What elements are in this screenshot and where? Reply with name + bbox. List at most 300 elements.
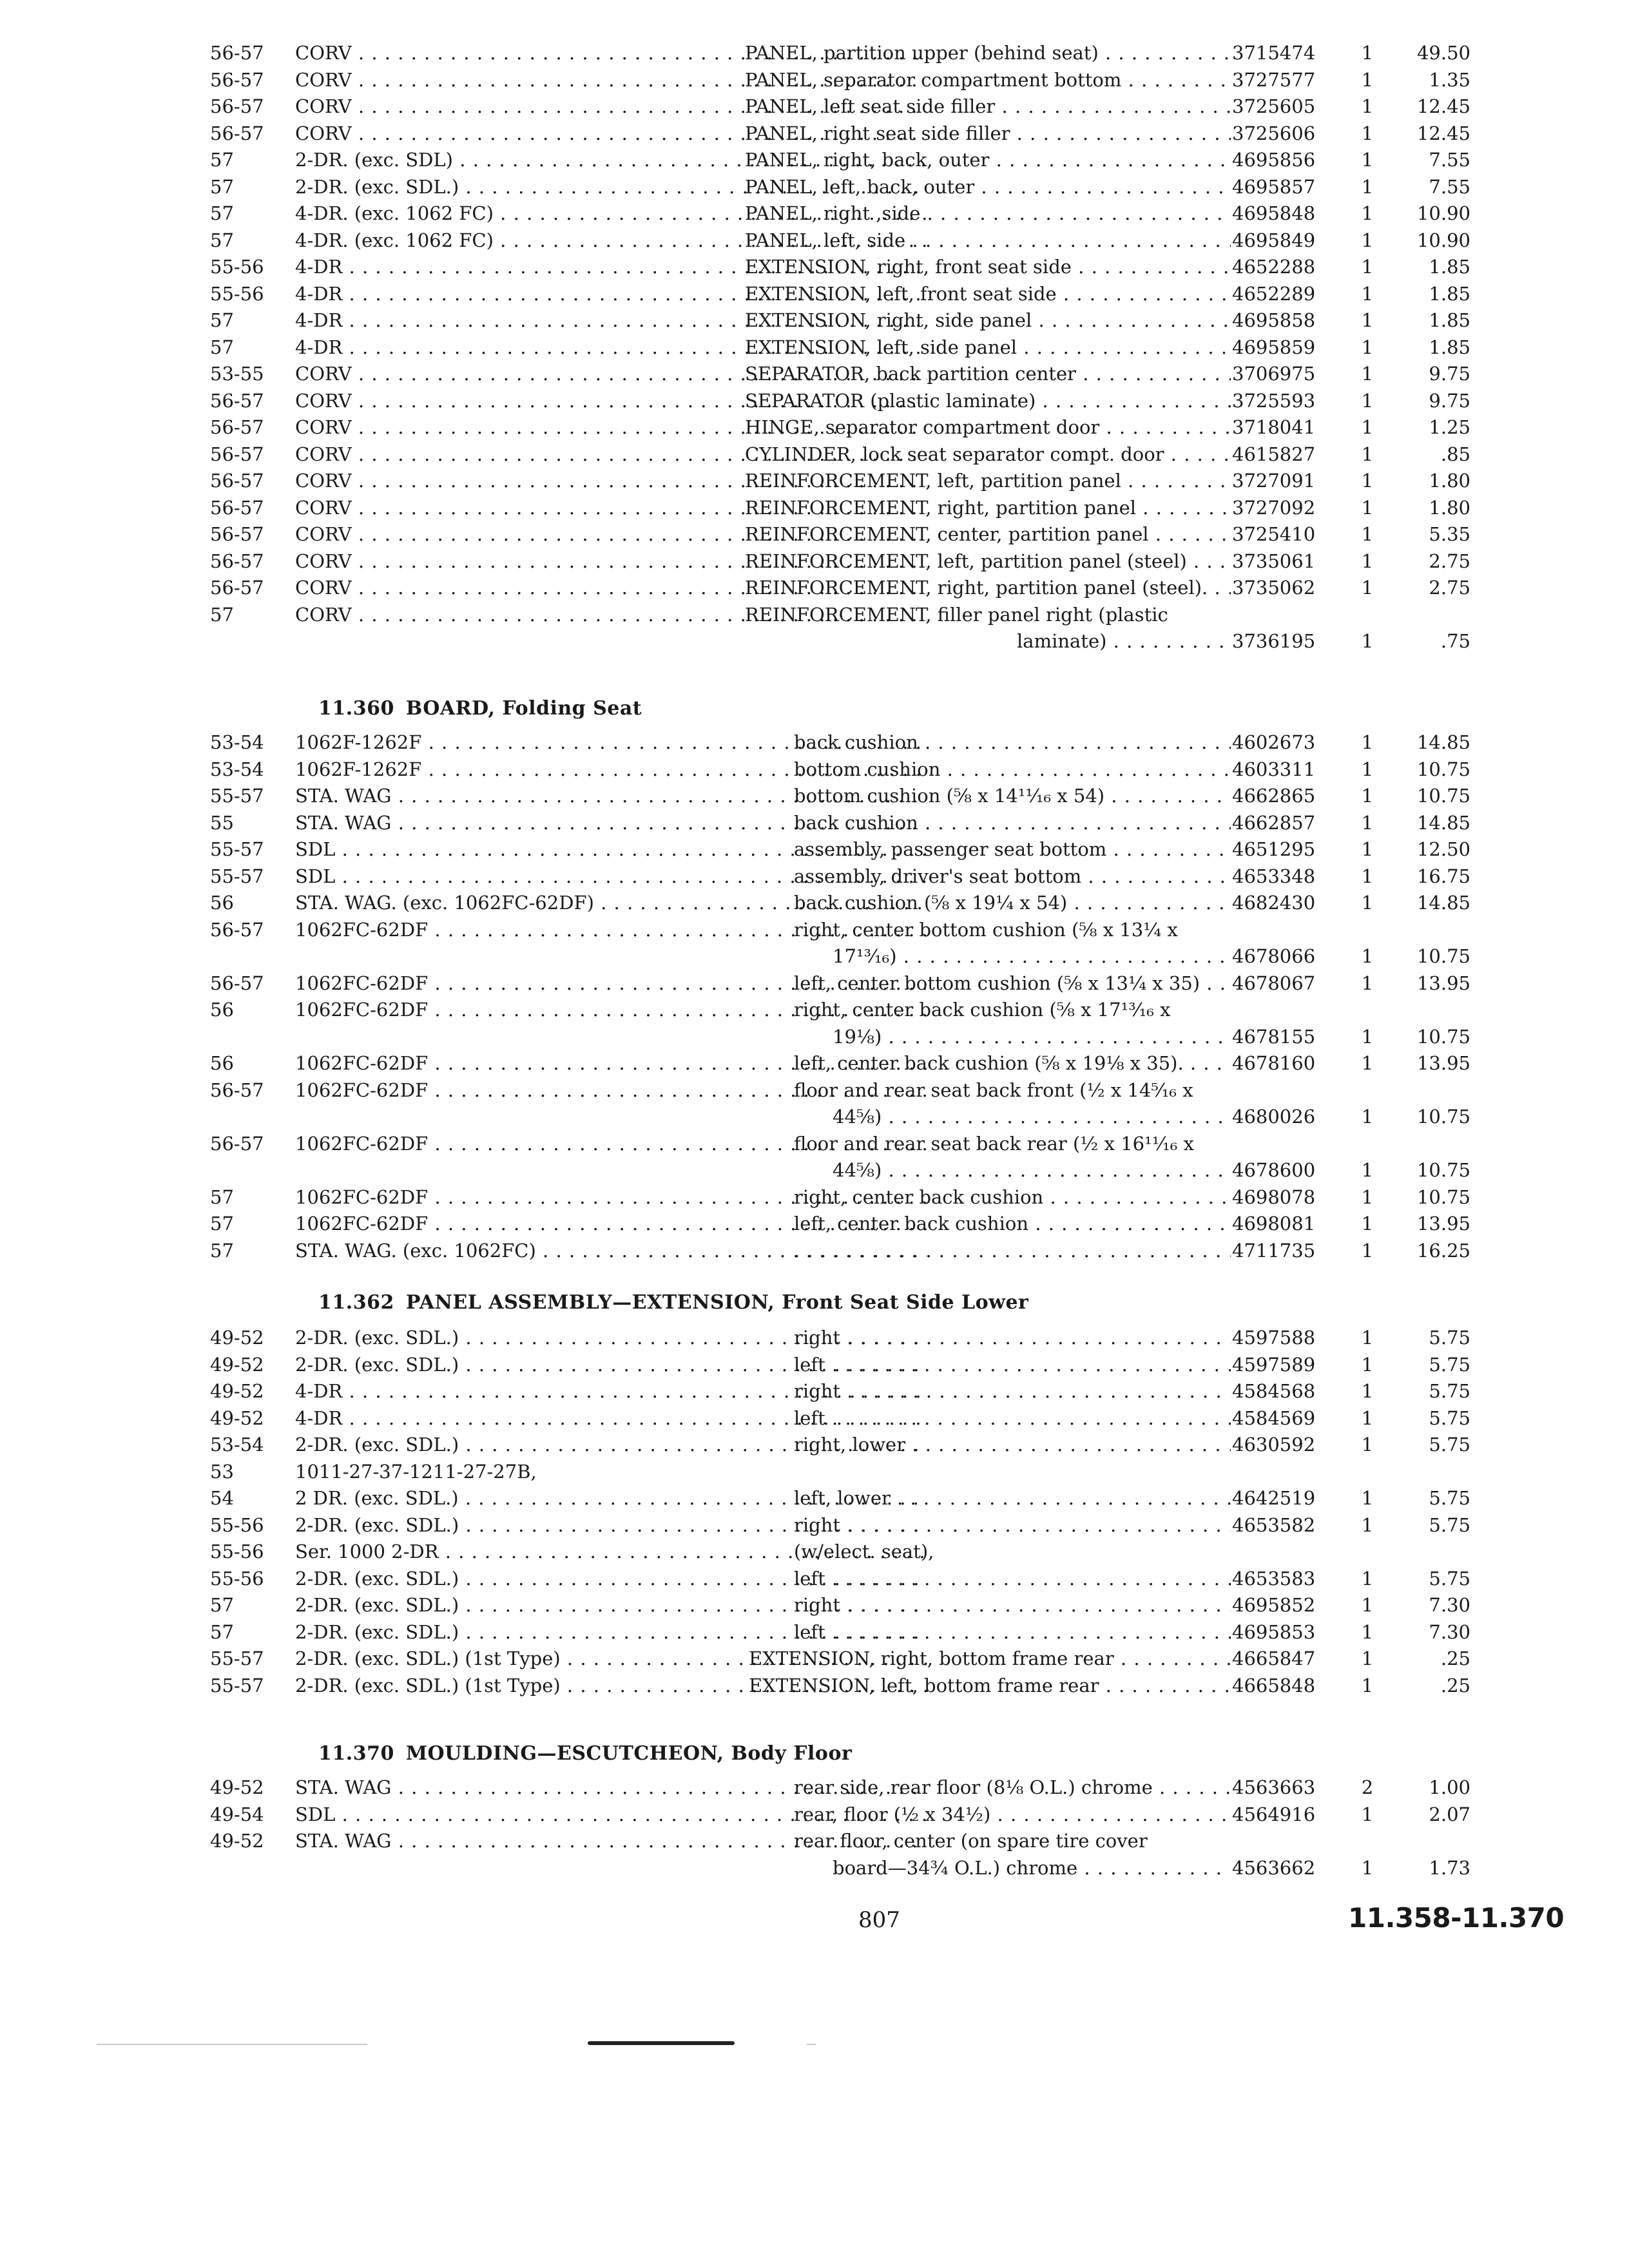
model-text: 1062FC-62DF . . . (295, 997, 927, 1024)
model-year: 56-57 (210, 95, 264, 117)
description-text: left . . . (794, 1352, 1231, 1379)
table-row (210, 1211, 1537, 1238)
quantity: 1 (1361, 229, 1374, 251)
price: 1.85 (1429, 256, 1470, 278)
model-year: 55-57 (210, 1648, 264, 1669)
model-year: 53 (210, 1460, 234, 1483)
part-number: 4653583 (1232, 1567, 1316, 1590)
description-cell (794, 1378, 1231, 1405)
description-text: right . . . (794, 1325, 1231, 1352)
model-text: 1062FC-62DF . . . (295, 970, 927, 997)
description-cell (794, 1459, 1231, 1486)
price: 5.75 (1429, 1487, 1470, 1509)
part-number: 4695859 (1232, 336, 1316, 358)
description-cell (794, 1077, 1231, 1104)
description-text: REINFORCEMENT, center, partition panel . . . (745, 521, 1231, 548)
description-text: PANEL, partition upper (behind seat) . . . (745, 40, 1231, 67)
part-number: 4698078 (1232, 1186, 1316, 1208)
table-row (210, 1566, 1537, 1593)
part-number: 3718041 (1232, 416, 1316, 438)
table-row (210, 1828, 1537, 1881)
table-row (210, 917, 1537, 970)
description-text: left . . . (794, 1405, 1231, 1432)
price: 5.75 (1429, 1514, 1470, 1536)
section-title-11-362 (318, 1291, 1028, 1314)
part-number: 3706975 (1232, 363, 1316, 385)
price: 1.85 (1429, 282, 1470, 305)
table-row (210, 1131, 1537, 1184)
price: 12.45 (1416, 95, 1470, 117)
price: 5.75 (1429, 1380, 1470, 1402)
model-text: CORV . . . (295, 120, 927, 148)
model-text: 4-DR . . . (295, 1405, 927, 1432)
model-text: 2-DR. (exc. SDL.) . . . (295, 1352, 927, 1379)
table-row (210, 863, 1537, 890)
description-text: REINFORCEMENT, left, partition panel (steel) . . . (745, 548, 1231, 575)
description-cell (794, 1774, 1231, 1802)
model-text: 4-DR . . . (295, 1378, 927, 1405)
description-text: right . . . (794, 1592, 1231, 1619)
model-year: 49-52 (210, 1353, 264, 1376)
quantity: 1 (1361, 68, 1374, 91)
model-year: 55-56 (210, 282, 264, 305)
part-number: 4678066 (1232, 945, 1316, 967)
quantity: 1 (1361, 1353, 1374, 1376)
description-cell (794, 1325, 1231, 1352)
description-text: rear side, rear floor (8⅛ O.L.) chrome . . . (794, 1774, 1231, 1802)
model-text: 2-DR. (exc. SDL.) . . . (295, 1619, 927, 1646)
quantity: 1 (1361, 838, 1374, 860)
price: 16.25 (1416, 1239, 1470, 1262)
description-cell (745, 521, 1231, 548)
model-year: 53-54 (210, 1434, 264, 1456)
description-text: left . . . (794, 1619, 1231, 1646)
table-row (210, 414, 1537, 441)
description-continuation (833, 1855, 1231, 1882)
part-number: 4584569 (1232, 1407, 1316, 1429)
quantity: 1 (1361, 1380, 1374, 1402)
price: 1.85 (1429, 309, 1470, 331)
model-year: 57 (210, 1594, 234, 1616)
model-text: CORV . . . (295, 468, 927, 495)
model-year: 55-56 (210, 256, 264, 278)
model-text: STA. WAG . . . (295, 1828, 927, 1855)
description-cell (745, 388, 1231, 415)
table-row (210, 227, 1537, 255)
table-row (210, 120, 1537, 148)
part-number: 4615827 (1232, 443, 1316, 465)
model-year: 56-57 (210, 550, 264, 572)
part-number: 3727091 (1232, 470, 1316, 492)
model-text: CORV . . . (295, 67, 927, 94)
description-text: rear floor, center (on spare tire cover (794, 1830, 1148, 1852)
description-text: right, center back cushion (⅝ x 17¹³⁄₁₆ x (794, 999, 1171, 1021)
model-text: CORV . . . (295, 575, 927, 602)
description-text: bottom cushion . . . (794, 756, 1231, 783)
quantity: 1 (1361, 577, 1374, 599)
quantity: 1 (1361, 42, 1374, 64)
price: 49.50 (1416, 42, 1470, 64)
model-text: 1062FC-62DF . . . (295, 1211, 927, 1238)
quantity: 1 (1361, 336, 1374, 358)
description-continuation-text: 44⅝) . . . (833, 1157, 1231, 1184)
model-text: STA. WAG . . . (295, 810, 927, 837)
price: 1.35 (1429, 68, 1470, 91)
quantity: 1 (1361, 1239, 1374, 1262)
part-number: 4652289 (1232, 282, 1316, 305)
part-number: 4678600 (1232, 1159, 1316, 1181)
table-row (210, 756, 1537, 783)
model-year: 57 (210, 603, 234, 626)
model-year: 56-57 (210, 122, 264, 144)
description-text: back cushion (⅝ x 19¼ x 54) . . . (794, 890, 1231, 917)
model-year: 55-57 (210, 1674, 264, 1696)
price: 1.00 (1429, 1776, 1470, 1798)
part-number: 4698081 (1232, 1213, 1316, 1235)
description-text: left, lower . . . (794, 1485, 1231, 1512)
model-text: CORV . . . (295, 93, 927, 120)
part-number: 4651295 (1232, 838, 1316, 860)
model-year: 56-57 (210, 389, 264, 412)
description-text: left, center bottom cushion (⅝ x 13¼ x 35) . . . (794, 970, 1231, 997)
quantity: 1 (1361, 972, 1374, 994)
description-text: EXTENSION, right, front seat side . . . (745, 254, 1231, 281)
table-row (210, 174, 1537, 201)
description-cell (745, 93, 1231, 120)
model-text: Ser. 1000 2-DR . . . (295, 1539, 927, 1566)
quantity: 1 (1361, 785, 1374, 807)
model-text: STA. WAG . . . (295, 783, 927, 810)
model-text: 2-DR. (exc. SDL.) . . . (295, 1432, 927, 1459)
part-number: 4695856 (1232, 149, 1316, 171)
part-number: 3736195 (1232, 630, 1316, 652)
price: 14.85 (1416, 892, 1470, 914)
description-text: EXTENSION, left, side panel . . . (745, 334, 1231, 361)
price: 5.75 (1429, 1567, 1470, 1590)
model-text: 4-DR. (exc. 1062 FC) . . . (295, 227, 927, 255)
price: 13.95 (1416, 972, 1470, 994)
model-text: 1011-27-37-1211-27-27B, (295, 1460, 537, 1483)
price: 10.90 (1416, 202, 1470, 224)
part-number: 4653582 (1232, 1514, 1316, 1536)
quantity: 1 (1361, 175, 1374, 198)
table-row (210, 1238, 1537, 1265)
table-row (210, 307, 1537, 334)
description-text: SEPARATOR, back partition center . . . (745, 361, 1231, 388)
scan-artifact-dot (807, 2044, 816, 2045)
description-text: CYLINDER, lock seat separator compt. door . . . (745, 441, 1231, 468)
description-cell (794, 1211, 1231, 1238)
quantity: 1 (1361, 416, 1374, 438)
description-text: EXTENSION, right, side panel . . . (745, 307, 1231, 334)
price: .85 (1440, 443, 1470, 465)
description-cell (794, 1432, 1231, 1459)
model-text: 2-DR. (exc. SDL.) . . . (295, 1592, 927, 1619)
model-year: 56-57 (210, 1132, 264, 1155)
model-text: 1062F-1262F . . . (295, 756, 927, 783)
model-text: 4-DR . . . (295, 254, 927, 281)
quantity: 1 (1361, 1674, 1374, 1696)
description-cell (794, 1512, 1231, 1539)
model-text: 1062FC-62DF . . . (295, 1184, 927, 1211)
model-year: 49-52 (210, 1830, 264, 1852)
table-row (210, 67, 1537, 94)
model-text: CORV . . . (295, 602, 927, 629)
table-row (210, 575, 1537, 602)
quantity: 1 (1361, 811, 1374, 834)
description-continuation-text: 17¹³⁄₁₆) . . . (833, 943, 1231, 970)
description-continuation-text: laminate) . . . (1017, 628, 1231, 655)
model-year: 56-57 (210, 42, 264, 64)
price: 10.75 (1416, 785, 1470, 807)
model-year: 55 (210, 811, 234, 834)
section-heading: MOULDING—ESCUTCHEON, Body Floor (405, 1742, 853, 1765)
quantity: 1 (1361, 1567, 1374, 1590)
quantity: 1 (1361, 1434, 1374, 1456)
quantity: 1 (1361, 149, 1374, 171)
description-text: PANEL, left seat side filler . . . (745, 93, 1231, 120)
part-number: 4653348 (1232, 865, 1316, 887)
description-cell (794, 1802, 1231, 1829)
table-row (210, 729, 1537, 756)
description-continuation (1017, 628, 1231, 655)
model-year: 49-54 (210, 1803, 264, 1825)
model-text: CORV . . . (295, 40, 927, 67)
description-text: SEPARATOR (plastic laminate) . . . (745, 388, 1231, 415)
description-cell (745, 147, 1231, 174)
quantity: 1 (1361, 1620, 1374, 1643)
part-number: 4597589 (1232, 1353, 1316, 1376)
quantity: 1 (1361, 758, 1374, 780)
description-text: left, center back cushion (⅝ x 19⅛ x 35). . . . (794, 1050, 1231, 1077)
price: 16.75 (1416, 865, 1470, 887)
quantity: 1 (1361, 1106, 1374, 1128)
description-text: right, center back cushion . . . (794, 1184, 1231, 1211)
quantity: 1 (1361, 1648, 1374, 1669)
model-year: 56-57 (210, 523, 264, 545)
description-cell (745, 120, 1231, 148)
description-text: assembly, passenger seat bottom . . . (794, 836, 1231, 863)
part-number: 4665847 (1232, 1648, 1316, 1669)
table-row (210, 836, 1537, 863)
description-cell (794, 1566, 1231, 1593)
table-row (210, 1050, 1537, 1077)
model-year: 57 (210, 229, 234, 251)
table-row (210, 810, 1537, 837)
quantity: 1 (1361, 1803, 1374, 1825)
model-year: 56-57 (210, 68, 264, 91)
model-year: 55-56 (210, 1567, 264, 1590)
price: 14.85 (1416, 731, 1470, 753)
model-text: 2 DR. (exc. SDL.) . . . (295, 1485, 927, 1512)
model-text: SDL . . . (295, 863, 927, 890)
table-row (210, 1646, 1537, 1673)
quantity: 1 (1361, 470, 1374, 492)
table-row (210, 1673, 1537, 1700)
description-cell (745, 361, 1231, 388)
part-number: 3715474 (1232, 42, 1316, 64)
model-year: 57 (210, 175, 234, 198)
table-row (210, 997, 1537, 1050)
price: 7.55 (1429, 175, 1470, 198)
page-number: 807 (858, 1907, 900, 1933)
part-number: 3725410 (1232, 523, 1316, 545)
price: 1.80 (1429, 496, 1470, 519)
price: 2.75 (1429, 550, 1470, 572)
model-year: 57 (210, 1213, 234, 1235)
price: 5.35 (1429, 523, 1470, 545)
section-number: 11.360 (318, 697, 394, 720)
price: 1.85 (1429, 336, 1470, 358)
price: 7.55 (1429, 149, 1470, 171)
quantity: 1 (1361, 1213, 1374, 1235)
table-row (210, 1592, 1537, 1619)
part-number: 4652288 (1232, 256, 1316, 278)
description-text: (w/elect. seat), (794, 1541, 934, 1562)
model-year: 55-56 (210, 1514, 264, 1536)
model-text: CORV . . . (295, 388, 927, 415)
table-row (210, 93, 1537, 120)
model-year: 56 (210, 1052, 234, 1074)
description-cell (745, 441, 1231, 468)
model-text: 1062FC-62DF . . . (295, 917, 927, 944)
description-cell (745, 414, 1231, 441)
price: 1.25 (1429, 416, 1470, 438)
model-year: 57 (210, 1620, 234, 1643)
description-text: bottom cushion (⅝ x 14¹¹⁄₁₆ x 54) . . . (794, 783, 1231, 810)
model-text: CORV . . . (295, 441, 927, 468)
part-number: 4695857 (1232, 175, 1316, 198)
price: 10.75 (1416, 945, 1470, 967)
price: 10.75 (1416, 1106, 1470, 1128)
model-year: 56 (210, 999, 234, 1021)
quantity: 1 (1361, 1487, 1374, 1509)
table-row (210, 1325, 1537, 1352)
description-text: PANEL, left, back, outer . . . (745, 174, 1231, 201)
model-text: STA. WAG. (exc. 1062FC-62DF) . . . (295, 890, 927, 917)
part-number: 3725593 (1232, 389, 1316, 412)
description-text: right . . . (794, 1378, 1231, 1405)
quantity: 1 (1361, 1327, 1374, 1349)
section-heading: PANEL ASSEMBLY—EXTENSION, Front Seat Side Lower (405, 1291, 1029, 1314)
description-cell (794, 970, 1231, 997)
model-text: 2-DR. (exc. SDL.) (1st Type) . . . (295, 1646, 927, 1673)
description-text: REINFORCEMENT, filler panel right (plastic (745, 603, 1168, 626)
description-cell (745, 307, 1231, 334)
description-cell (794, 729, 1231, 756)
description-cell (794, 917, 1231, 944)
description-cell (794, 1238, 1231, 1265)
description-continuation (833, 943, 1231, 970)
model-text: SDL . . . (295, 836, 927, 863)
model-text: 2-DR. (exc. SDL.) (1st Type) . . . (295, 1673, 927, 1700)
model-year: 55-56 (210, 1541, 264, 1562)
price: 2.07 (1429, 1803, 1470, 1825)
price: 13.95 (1416, 1052, 1470, 1074)
description-cell (794, 1184, 1231, 1211)
description-text: back cushion . . . (794, 729, 1231, 756)
description-text: REINFORCEMENT, right, partition panel . . . (745, 495, 1231, 522)
description-cell (794, 756, 1231, 783)
description-text: floor and rear seat back front (½ x 14⁵⁄₁₆ x (794, 1079, 1193, 1101)
model-year: 56-57 (210, 496, 264, 519)
description-cell (745, 254, 1231, 281)
quantity: 1 (1361, 523, 1374, 545)
description-continuation-text: 44⅝) . . . (833, 1104, 1231, 1131)
part-number: 3735061 (1232, 550, 1316, 572)
price: .75 (1440, 630, 1470, 652)
description-text: EXTENSION, right, bottom frame rear . . . (749, 1646, 1231, 1673)
price: 12.50 (1416, 838, 1470, 860)
quantity: 1 (1361, 496, 1374, 519)
model-text: CORV . . . (295, 361, 927, 388)
description-text: right, center bottom cushion (⅝ x 13¼ x (794, 918, 1178, 941)
section-number: 11.370 (318, 1742, 394, 1765)
table-row (210, 1512, 1537, 1539)
part-number: 4695852 (1232, 1594, 1316, 1616)
price: 5.75 (1429, 1327, 1470, 1349)
description-cell (745, 334, 1231, 361)
description-cell (745, 40, 1231, 67)
table-row (210, 602, 1537, 655)
price: 7.30 (1429, 1594, 1470, 1616)
description-text: left, center back cushion . . . (794, 1211, 1231, 1238)
price: 5.75 (1429, 1434, 1470, 1456)
quantity: 1 (1361, 256, 1374, 278)
model-text: CORV . . . (295, 548, 927, 575)
section-range: 11.358-11.370 (1348, 1902, 1565, 1934)
part-number: 4711735 (1232, 1239, 1316, 1262)
table-row (210, 1352, 1537, 1379)
table-row (210, 1619, 1537, 1646)
price: 14.85 (1416, 811, 1470, 834)
part-number: 4678155 (1232, 1025, 1316, 1048)
price: 1.80 (1429, 470, 1470, 492)
description-cell (794, 783, 1231, 810)
quantity: 1 (1361, 550, 1374, 572)
part-number: 3727092 (1232, 496, 1316, 519)
model-text: CORV . . . (295, 521, 927, 548)
part-number: 4678160 (1232, 1052, 1316, 1074)
model-year: 49-52 (210, 1407, 264, 1429)
model-text: 2-DR. (exc. SDL.) . . . (295, 174, 927, 201)
quantity: 1 (1361, 1407, 1374, 1429)
model-text: 4-DR . . . (295, 307, 927, 334)
price: 9.75 (1429, 389, 1470, 412)
part-number: 4680026 (1232, 1106, 1316, 1128)
model-year: 56 (210, 892, 234, 914)
model-text: 1062FC-62DF . . . (295, 1077, 927, 1104)
description-cell (745, 67, 1231, 94)
model-year: 57 (210, 202, 234, 224)
table-row (210, 1378, 1537, 1405)
section-number: 11.362 (318, 1291, 394, 1314)
description-cell (794, 1131, 1231, 1158)
description-text (794, 1238, 1231, 1265)
description-cell (745, 602, 1231, 629)
description-cell (745, 548, 1231, 575)
price: 1.73 (1429, 1856, 1470, 1879)
quantity: 1 (1361, 1594, 1374, 1616)
part-number: 3725605 (1232, 95, 1316, 117)
part-number: 4602673 (1232, 731, 1316, 753)
table-row (210, 548, 1537, 575)
part-number: 4603311 (1232, 758, 1316, 780)
model-year: 56-57 (210, 443, 264, 465)
part-number: 4584568 (1232, 1380, 1316, 1402)
table-row (210, 254, 1537, 281)
table-row (210, 200, 1537, 227)
